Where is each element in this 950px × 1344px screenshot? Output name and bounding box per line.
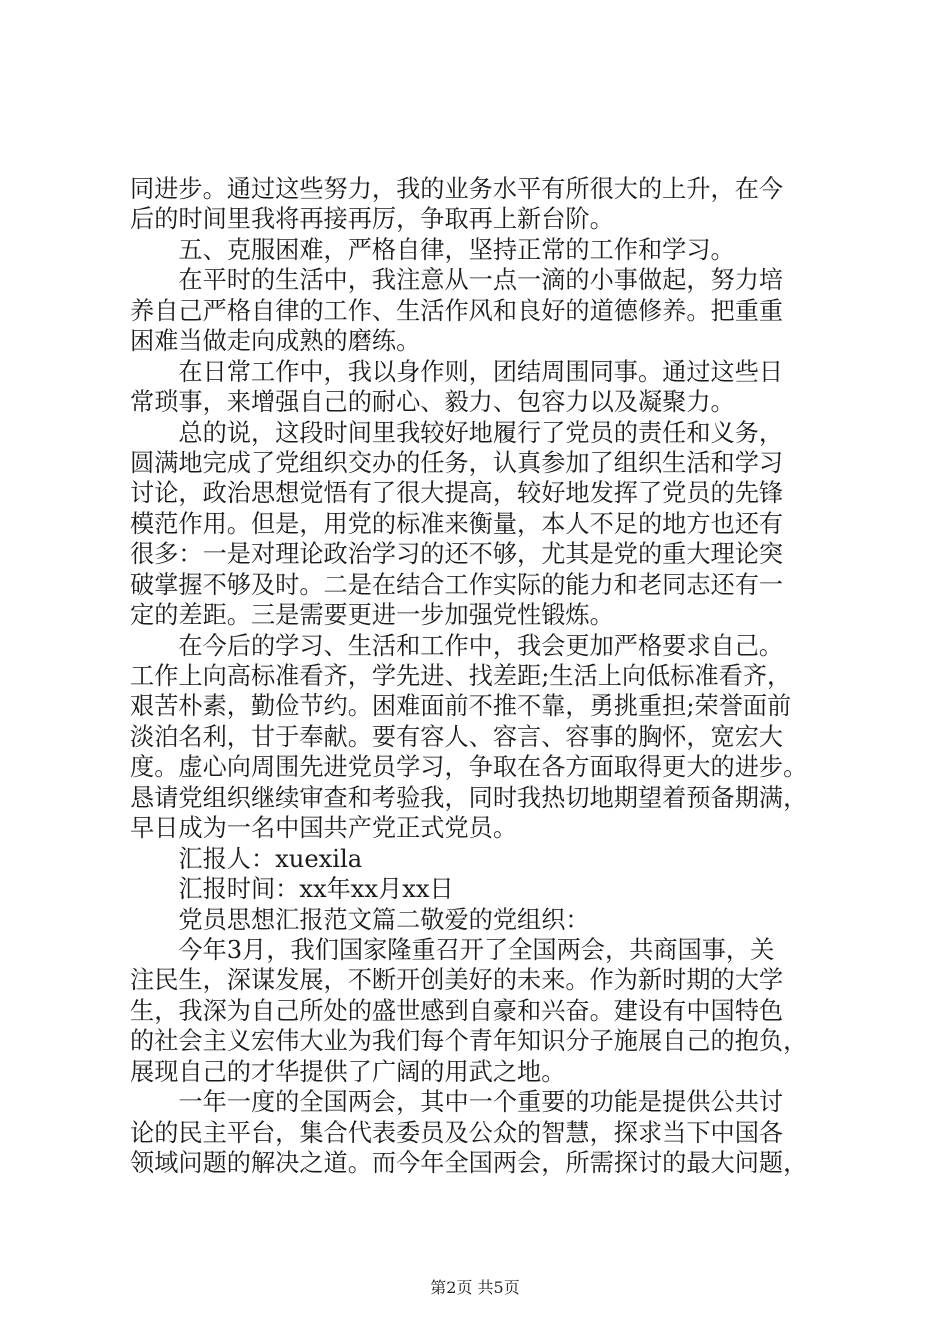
text-line: 总的说，这段时间里我较好地履行了党员的责任和义务， <box>130 418 784 447</box>
text-line: 同进步。通过这些努力，我的业务水平有所很大的上升，在今 <box>130 175 784 203</box>
text-line: 恳请党组织继续审查和考验我，同时我热切地期望着预备期满， <box>130 783 808 812</box>
text-line: 模范作用。但是，用党的标准来衡量，本人不足的地方也还有 <box>130 509 784 538</box>
section-heading-line: 党员思想汇报范文篇二敬爱的党组织： <box>130 905 590 934</box>
text-line: 展现自己的才华提供了广阔的用武之地。 <box>130 1057 566 1086</box>
text-line: 很多：一是对理论政治学习的还不够，尤其是党的重大理论突 <box>130 540 784 569</box>
text-line: 早日成为一名中国共产党正式党员。 <box>130 814 518 843</box>
text-line: 的社会主义宏伟大业为我们每个青年知识分子施展自己的抱负， <box>130 1027 808 1056</box>
text-line: 五、克服困难，严格自律，坚持正常的工作和学习。 <box>130 235 735 264</box>
text-line: 工作上向高标准看齐，学先进、找差距;生活上向低标准看齐， <box>130 662 792 690</box>
text-line: 常琐事，来增强自己的耐心、毅力、包容力以及凝聚力。 <box>130 388 735 417</box>
text-line: 艰苦朴素，勤俭节约。困难面前不推不靠，勇挑重担;荣誉面前 <box>130 692 792 721</box>
text-line: 生，我深为自己所处的盛世感到自豪和兴奋。建设有中国特色 <box>130 996 784 1025</box>
text-line: 后的时间里我将再接再厉，争取再上新台阶。 <box>130 205 614 234</box>
text-line: 养自己严格自律的工作、生活作风和良好的道德修养。把重重 <box>130 296 784 325</box>
text-line: 淡泊名利，甘于奉献。要有容人、容言、容事的胸怀，宽宏大 <box>130 722 784 751</box>
text-line: 注民生，深谋发展，不断开创美好的未来。作为新时期的大学 <box>130 966 784 995</box>
text-line: 在日常工作中，我以身作则，团结周围同事。通过这些日 <box>130 357 784 386</box>
text-line: 一年一度的全国两会，其中一个重要的功能是提供公共讨 <box>130 1088 784 1117</box>
text-line: 圆满地完成了党组织交办的任务，认真参加了组织生活和学习 <box>130 448 784 477</box>
document-body <box>130 174 830 1178</box>
text-line: 困难当做走向成熟的磨练。 <box>130 327 421 356</box>
text-line: 在今后的学习、生活和工作中，我会更加严格要求自己。 <box>130 631 784 660</box>
text-line: 度。虚心向周围先进党员学习，争取在各方面取得更大的进步。 <box>130 753 808 782</box>
reporter-line: 汇报人：xuexila <box>130 844 363 873</box>
text-line: 定的差距。三是需要更进一步加强党性锻炼。 <box>130 601 614 630</box>
text-line: 在平时的生活中，我注意从一点一滴的小事做起，努力培 <box>130 266 784 295</box>
text-line: 领域问题的解决之道。而今年全国两会，所需探讨的最大问题， <box>130 1149 808 1177</box>
text-line: 讨论，政治思想觉悟有了很大提高，较好地发挥了党员的先锋 <box>130 479 784 508</box>
text-line: 今年3月，我们国家隆重召开了全国两会，共商国事，关 <box>130 935 775 964</box>
text-line: 破掌握不够及时。二是在结合工作实际的能力和老同志还有一 <box>130 570 784 599</box>
page-number-footer: 第2页 共5页 <box>430 1278 520 1297</box>
report-date-line: 汇报时间：xx年xx月xx日 <box>130 875 454 904</box>
text-line: 论的民主平台，集合代表委员及公众的智慧，探求当下中国各 <box>130 1118 784 1147</box>
